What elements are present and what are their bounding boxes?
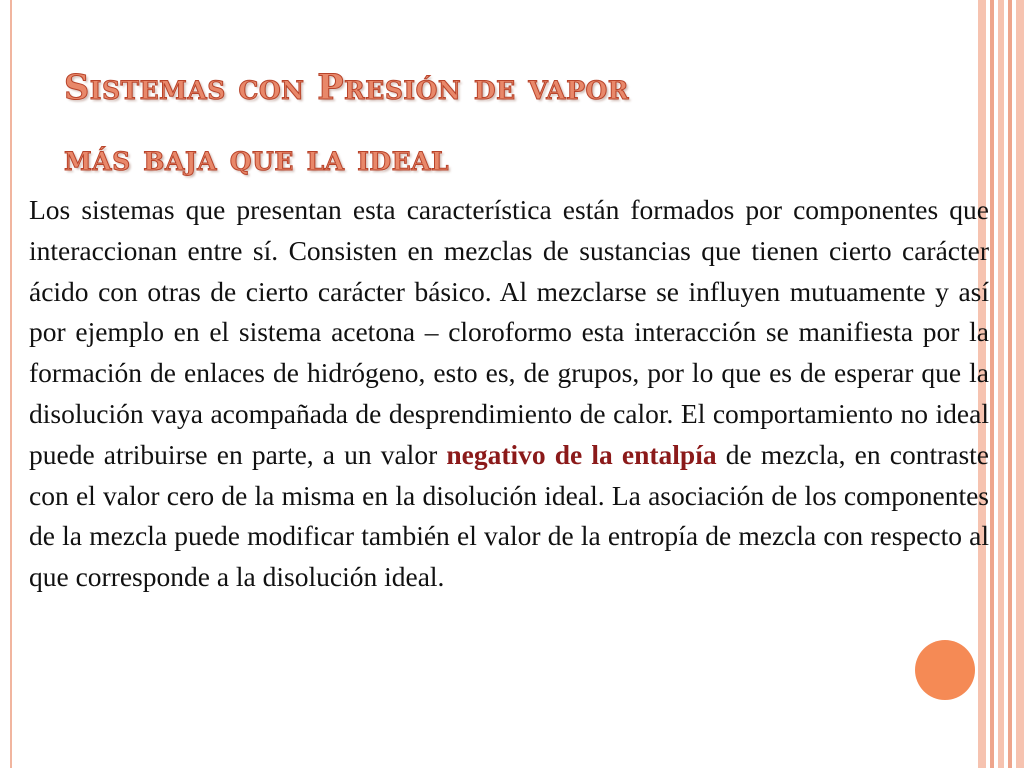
stripe — [1008, 0, 1012, 768]
title-line-1: Sistemas con Presión de vapor — [64, 67, 630, 108]
stripe — [1016, 0, 1024, 768]
body-text-part-1: Los sistemas que presentan esta característica están formados por componentes que interaccionan entre sí. Consisten en mezclas de sustancias que tienen cierto carácter ácido con otras de cierto carácter básico. Al mezclarse se influyen mutuamente y así por ejemplo en el sistema acetona – cloroformo esta interacción se manifiesta por la formación de enlaces de hidrógeno, esto es, de grupos, por lo que es de esperar que la disolución vaya acompañada de desprendimiento de calor. El comportamiento no ideal puede atribuirse en parte, a un valor — [29, 194, 989, 470]
body-text-part-2: de mezcla, en contraste con el valor cero de la misma en la disolución ideal. La asociación de los componentes de la mezcla puede modificar también el valor de la entropía de mezcla con respecto al que corresponde a la disolución ideal. — [29, 438, 989, 593]
stripe — [990, 0, 994, 768]
highlighted-term: negativo de la entalpía — [446, 438, 717, 470]
slide-title — [64, 52, 944, 194]
left-border-line — [10, 0, 12, 768]
accent-circle — [915, 640, 975, 700]
stripe — [998, 0, 1004, 768]
body-paragraph — [29, 190, 989, 598]
title-line-2: más baja que la ideal — [64, 138, 450, 179]
